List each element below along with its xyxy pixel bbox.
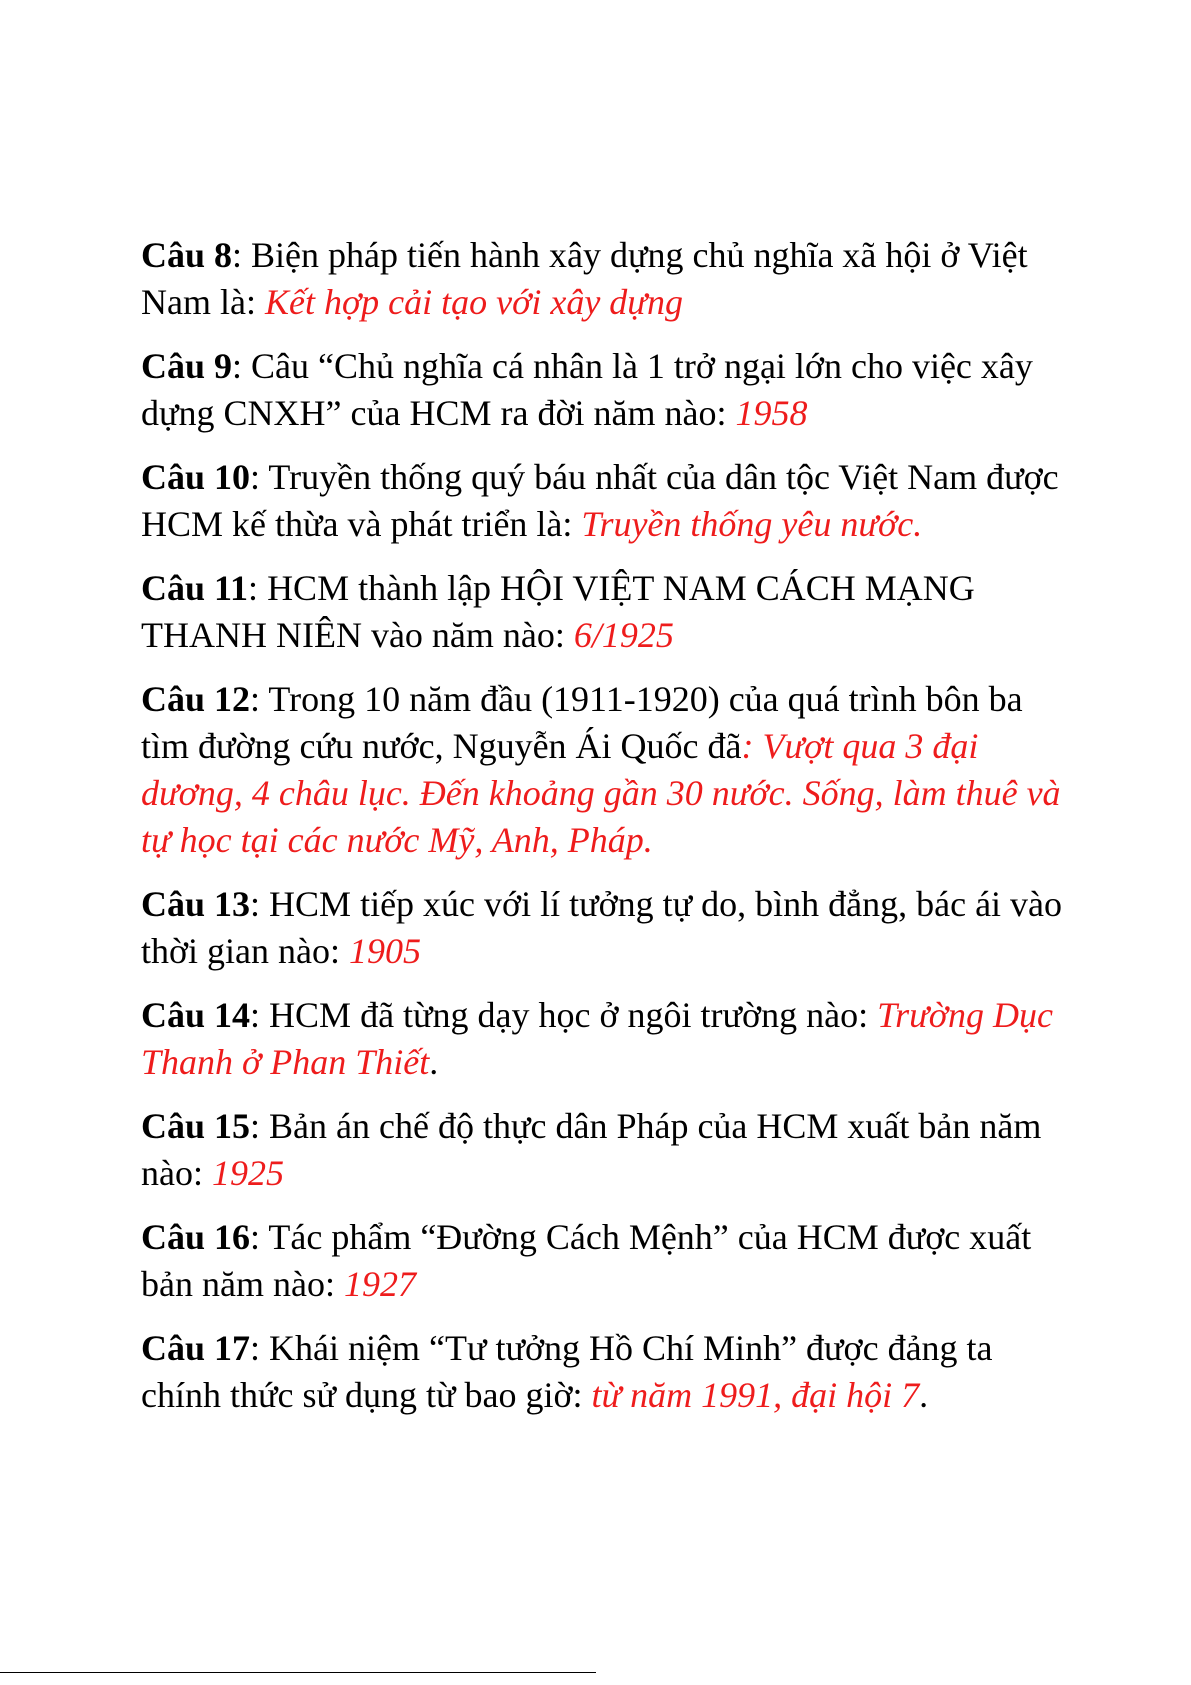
question-text: Tác phẩm “Đường Cách Mệnh” của HCM được xuất bản năm nào: bbox=[141, 1217, 1032, 1304]
question-label: Câu 13 bbox=[141, 884, 251, 924]
question-text: Khái niệm “Tư tưởng Hồ Chí Minh” được đảng ta chính thức sử dụng từ bao giờ: bbox=[141, 1328, 993, 1415]
question-text: HCM thành lập HỘI VIỆT NAM CÁCH MẠNG THANH NIÊN vào năm nào: bbox=[141, 568, 975, 655]
question-separator: : bbox=[232, 346, 252, 386]
question-item-8 bbox=[141, 232, 1071, 326]
question-item-17 bbox=[141, 1325, 1071, 1419]
question-text: Bản án chế độ thực dân Pháp của HCM xuất bản năm nào: bbox=[141, 1106, 1042, 1193]
question-item-12 bbox=[141, 676, 1071, 864]
question-separator: : bbox=[250, 1106, 270, 1146]
question-separator: : bbox=[250, 457, 269, 497]
question-label: Câu 8 bbox=[141, 235, 233, 275]
question-text: Biện pháp tiến hành xây dựng chủ nghĩa xã hội ở Việt Nam là: bbox=[141, 235, 1028, 322]
question-separator: : bbox=[250, 1328, 270, 1368]
answer-text: Trường Dục Thanh ở Phan Thiết bbox=[141, 995, 1053, 1082]
question-label: Câu 9 bbox=[141, 346, 233, 386]
question-list bbox=[141, 232, 1071, 1436]
footnote-divider bbox=[0, 1672, 596, 1673]
question-text: Câu “Chủ nghĩa cá nhân là 1 trở ngại lớn cho việc xây dựng CNXH” của HCM ra đời năm nào: bbox=[141, 346, 1033, 433]
question-separator: : bbox=[248, 568, 268, 608]
question-text: HCM tiếp xúc với lí tưởng tự do, bình đẳng, bác ái vào thời gian nào: bbox=[141, 884, 1063, 971]
answer-text: : Vượt qua 3 đại dương, 4 châu lục. Đến khoảng gần 30 nước. Sống, làm thuê và tự học tại các nước Mỹ, Anh, Pháp. bbox=[141, 726, 1061, 860]
question-item-16 bbox=[141, 1214, 1071, 1308]
question-label: Câu 10 bbox=[141, 457, 251, 497]
answer-trailing: . bbox=[919, 1375, 929, 1415]
question-item-10 bbox=[141, 454, 1071, 548]
question-item-15 bbox=[141, 1103, 1071, 1197]
question-separator: : bbox=[250, 679, 269, 719]
question-label: Câu 12 bbox=[141, 679, 251, 719]
question-text: Truyền thống quý báu nhất của dân tộc Việt Nam được HCM kế thừa và phát triển là: bbox=[141, 457, 1059, 544]
question-separator: : bbox=[250, 884, 270, 924]
answer-text: 1958 bbox=[735, 393, 808, 433]
question-label: Câu 16 bbox=[141, 1217, 251, 1257]
question-item-11 bbox=[141, 565, 1071, 659]
question-label: Câu 14 bbox=[141, 995, 251, 1035]
question-separator: : bbox=[232, 235, 252, 275]
question-separator: : bbox=[250, 1217, 269, 1257]
question-separator: : bbox=[250, 995, 270, 1035]
question-item-14 bbox=[141, 992, 1071, 1086]
answer-text: 1905 bbox=[349, 931, 422, 971]
question-label: Câu 11 bbox=[141, 568, 249, 608]
question-item-13 bbox=[141, 881, 1071, 975]
question-item-9 bbox=[141, 343, 1071, 437]
answer-text: Truyền thống yêu nước. bbox=[581, 504, 923, 544]
question-text: Trong 10 năm đầu (1911-1920) của quá trình bôn ba tìm đường cứu nước, Nguyễn Ái Quốc đã bbox=[141, 679, 1023, 766]
answer-text: 6/1925 bbox=[573, 615, 674, 655]
question-label: Câu 15 bbox=[141, 1106, 251, 1146]
answer-text: Kết hợp cải tạo với xây dựng bbox=[264, 282, 683, 322]
answer-text: 1927 bbox=[343, 1264, 416, 1304]
answer-trailing: . bbox=[429, 1042, 439, 1082]
answer-text: từ năm 1991, đại hội 7 bbox=[591, 1375, 920, 1415]
question-label: Câu 17 bbox=[141, 1328, 251, 1368]
question-text: HCM đã từng dạy học ở ngôi trường nào: bbox=[269, 995, 878, 1035]
answer-text: 1925 bbox=[211, 1153, 284, 1193]
